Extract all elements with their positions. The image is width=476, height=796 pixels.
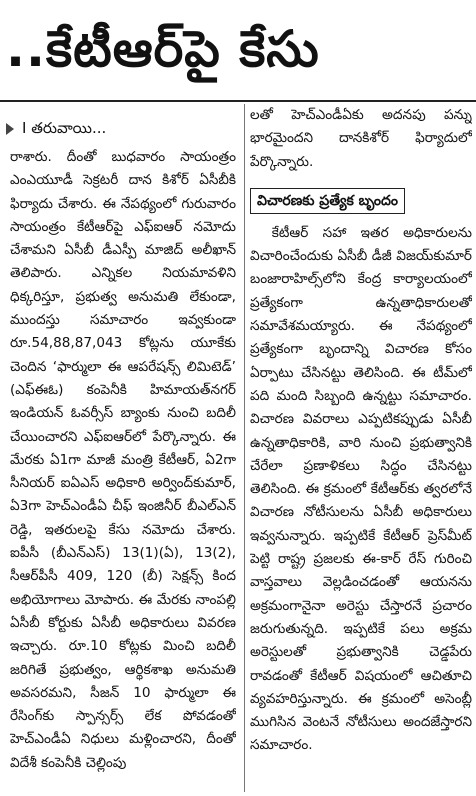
headline: ..కేటీఆర్‌పై కేసు	[6, 20, 320, 78]
right-paragraph: కేటీఆర్ సహా ఇతర అధికారులను విచారించేందుకు ఏసీబీ డీజీ విజయ్‌కుమార్ బంజారాహిల్స్‌లోని కేంద్ర కార్యాలయంలో ప్రత్యేకంగా ఉన్నతాధికారులతో సమావేశమయ్యారు. ఈ నేపథ్యంలో ప్రత్యేకంగా బృందాన్ని విచారణ కోసం ఏర్పాటు చేసినట్టు తెలిసింది. ఈ టీమ్‌లో పది మంది సిబ్బంది ఉన్నట్టు సమాచారం. విచారణ వివరాలు ఎప్పటికప్పుడు ఏసీబీ ఉన్నతాధికారికి, వారి నుంచి ప్రభుత్వానికి చేరేలా ప్రణాళికలు సిద్ధం చేసినట్టు తెలిసింది. ఈ క్రమంలో కేటీఆర్‌కు త్వరలోనే విచారణ నోటీసులను ఏసీబీ అధికారులు ఇవ్వనున్నారు. ఇప్పటికే కేటీఆర్ ప్రెస్‌మీట్ పెట్టి రాష్ట్ర ప్రజలకు ఈ-కార్ రేస్ గురించి వాస్తవాలు వెల్లడించడంతో ఆయనను అక్రమంగానైనా అరెస్టు చేస్తారనే ప్రచారం జరుగుతున్నది. ఇప్పటికే పలు అక్రమ అరెస్టులతో ప్రభుత్వానికి చెడ్డపేరు రావడంతో కేటీఆర్ విషయంలో ఆచితూచి వ్యవహరిస్తున్నారు. ఈ క్రమంలో అసెంబ్లీ ముగిసిన వెంటనే నోటీసులు అందజేస్తారని సమాచారం.	[250, 224, 472, 754]
right-column	[250, 104, 472, 792]
kicker	[6, 116, 106, 140]
kicker-text: I తరువాయి...	[22, 119, 107, 137]
arrow-right-icon	[6, 123, 14, 135]
left-paragraph: రాశారు. దీంతో బుధవారం సాయంత్రం ఎంఎయూడీ సెక్రటరీ దాన కిశోర్ ఏసీబీకి ఫిర్యాదు చేశారు. ఈ నేపథ్యంలో గురువారం సాయంత్రం కేటీఆర్‌పై ఎఫ్ఐఆర్ నమోదు చేశామని ఏసీబీ డీఎస్పీ మాజిద్ అలీఖాన్ తెలిపారు. ఎన్నికల నియమావళిని ధిక్కరిస్తూ, ప్రభుత్వ అనుమతి లేకుండా, ముందస్తు సమాచారం ఇవ్వకుండా రూ.54,88,87,043 కోట్లను యూకేకు చెందిన ‘ఫార్ములా ఈ ఆపరేషన్స్ లిమిటెడ్’ (ఎఫ్ఈఓ) కంపెనీకి హిమాయత్‌నగర్ ఇండియన్ ఓవర్సీస్ బ్యాంకు నుంచి బదిలీ చేయించారని ఎఫ్ఐఆర్‌లో పేర్కొన్నారు. ఈ మేరకు ఏ1గా మాజీ మంత్రి కేటీఆర్, ఏ2గా సీనియర్ ఐఏఎస్ అధికారి అర్వింద్‌కుమార్, ఏ3గా హెచ్‌ఎండీఏ చీఫ్ ఇంజినీర్ బీఎల్ఎన్ రెడ్డి, ఇతరులపై కేసు నమోదు చేశారు. ఐపీసీ (బీఎన్ఎస్) 13(1)(ఏ), 13(2), సీఆర్‌పీసీ 409, 120 (బీ) సెక్షన్స్ కింద అభియోగాలు మోపారు. ఈ మేరకు నాంపల్లి ఏసీబీ కోర్టుకు ఏసీబీ అధికారులు వివరణ ఇచ్చారు. రూ.10 కోట్లకు మించి బదిలీ జరిగితే ప్రభుత్వం, ఆర్థికశాఖ అనుమతి అవసరమని, సీజన్ 10 ఫార్ములా ఈ రేసింగ్‌కు స్పాన్సర్స్ లేక పోవడంతో హెచ్‌ఎండీఏ నిధులు మళ్లించారని, దీంతో విదేశీ కంపెనీకి చెల్లింపు	[10, 149, 236, 771]
subheading: విచారణకు ప్రత్యేక బృందం	[250, 188, 405, 214]
right-paragraph-continued: లతో హెచ్‌ఎండీఏకు అదనపు పన్ను భారమైందని దానకిశోర్ ఫిర్యాదులో పేర్కొన్నారు.	[250, 107, 472, 170]
headline-rule	[0, 100, 476, 102]
column-divider	[244, 104, 245, 792]
left-column	[10, 146, 236, 792]
